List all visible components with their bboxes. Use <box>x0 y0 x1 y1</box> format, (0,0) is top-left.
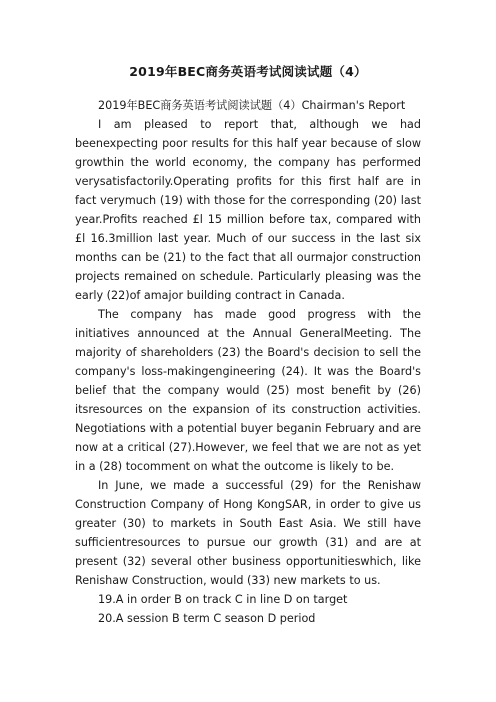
question-20-options: 20.A session B term C season D period <box>98 612 316 625</box>
paragraph-2: The company has made good progress with the initiatives announced at the Annual GeneralMeeting. The majority of shareholders (23) the Board's decision to sell the company's loss-makingengineering (24). It was the Board's belief that the company would (25) most benefit by (26) itsresources on the expansion of its construction activities. Negotiations with a potential buyer beganin February and are now at a critical (27).However, we feel that we are not as yet in a (28) tocomment on what the outcome is likely to be. <box>75 308 421 473</box>
document-body <box>75 96 421 628</box>
document-title: 2019年BEC商务英语考试阅读试题（4） <box>129 64 367 79</box>
paragraph-3: In June, we made a successful (29) for the Renishaw Construction Company of Hong KongSAR, in order to give us greater (30) to markets in South East Asia. We still have sufficientresources to pursue our growth (31) and are at present (32) several other business opportunitieswhich, like Renishaw Construction, would (33) new markets to us. <box>75 479 421 587</box>
question-19-options: 19.A in order B on track C in line D on target <box>98 593 348 606</box>
report-subtitle: 2019年BEC商务英语考试阅读试题（4）Chairman's Report <box>98 99 406 112</box>
paragraph-1: I am pleased to report that, although we had beenexpecting poor results for this half year because of slow growthin the world economy, the company has performed verysatisfactorily.Operating profits for this first half are in fact verymuch (19) with those for the corresponding (20) last year.Profits reached £l 15 million before tax, compared with £l 16.3million last year. Much of our success in the last six months can be (21) to the fact that all ourmajor construction projects remained on schedule. Particularly pleasing was the early (22)of amajor building contract in Canada. <box>75 118 421 302</box>
